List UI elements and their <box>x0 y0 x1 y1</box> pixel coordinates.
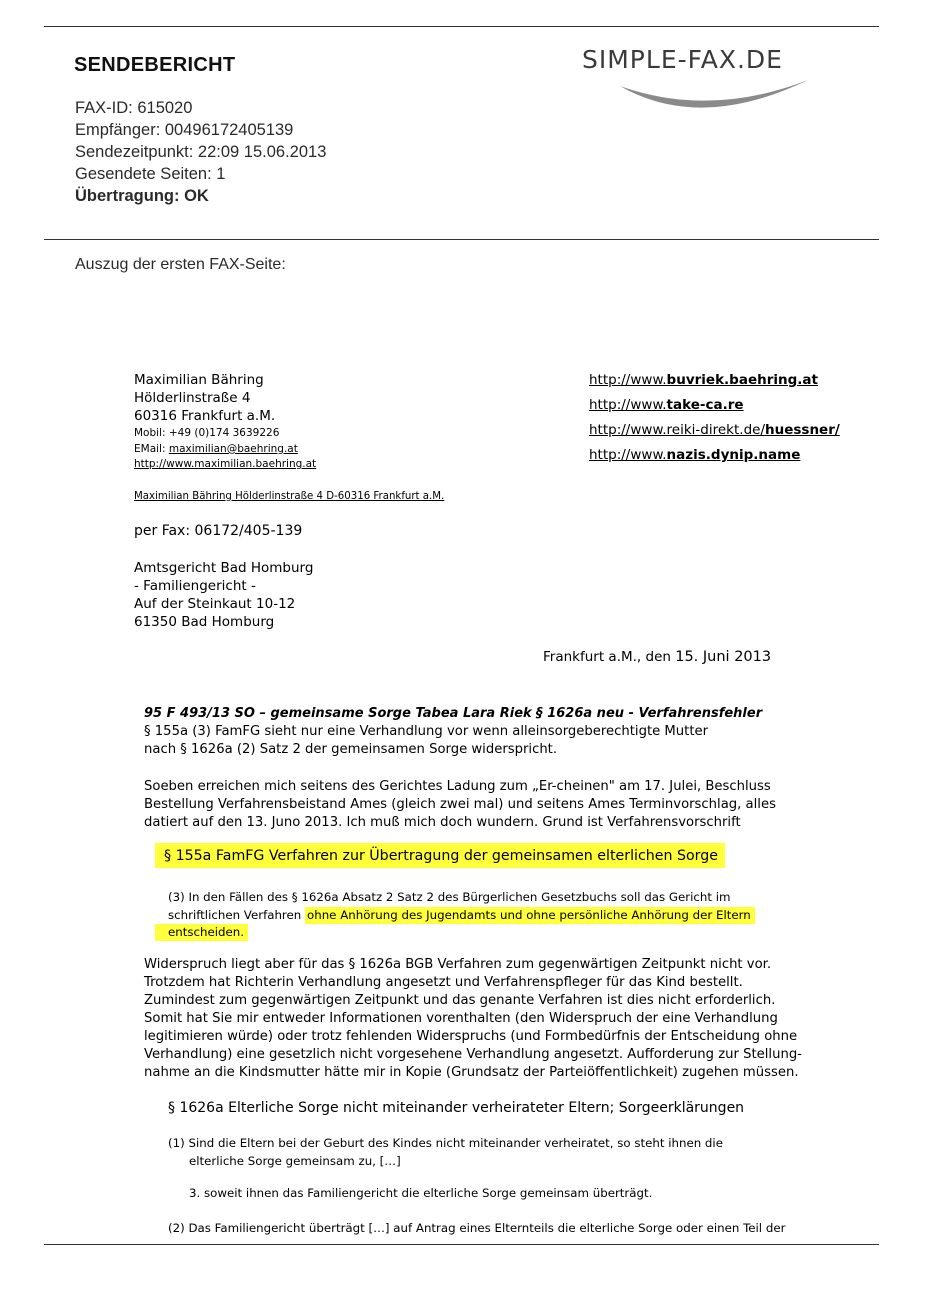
recipient-line2: - Familiengericht - <box>134 578 256 594</box>
para2-line7: nahme an die Kindsmutter hätte mir in Kopie (Grundsatz der Parteiöffentlichkeit) zugehen müssen. <box>144 1065 799 1080</box>
sender-email-line <box>134 443 298 455</box>
quote-line2: schriftlichen Verfahren ohne Anhörung des Jugendamts und ohne persönliche Anhörung der Eltern <box>168 908 755 922</box>
para2-line4: Somit hat Sie mir entweder Informationen vorenthalten (den Widerspruch der eine Verhandlung <box>144 1011 778 1026</box>
fax-number: 06172/405-139 <box>190 523 303 539</box>
para1-line3: datiert auf den 13. Juno 2013. Ich muß mich doch wundern. Grund ist Verfahrensvorschrift <box>144 815 741 830</box>
date-line: Frankfurt a.M., den 15. Juni 2013 <box>543 649 772 665</box>
logo-swoosh <box>620 80 808 108</box>
para2-line3: Zumindest zum gegenwärtigen Zeitpunkt und das genante Verfahren ist dies nicht erforderlich. <box>144 993 776 1008</box>
fax-number-line <box>134 523 302 539</box>
quote-line1: (3) In den Fällen des § 1626a Absatz 2 Satz 2 des Bürgerlichen Gesetzbuchs soll das Gericht im <box>168 890 731 904</box>
sender-mobile: Mobil: +49 (0)174 3639226 <box>134 427 280 439</box>
para1-line2: Bestellung Verfahrensbeistand Ames (gleich zwei mal) und seitens Ames Terminvorschlag, alles <box>144 797 776 812</box>
subject-line3: nach § 1626a (2) Satz 2 der gemeinsamen Sorge widerspricht. <box>144 742 558 757</box>
section2-heading: § 1626a Elterliche Sorge nicht miteinander verheirateter Eltern; Sorgeerklärungen <box>168 1100 745 1116</box>
email-label: EMail: <box>134 443 169 455</box>
simple-fax-logo <box>580 40 865 110</box>
logo-text: SIMPLE-FAX.DE <box>582 45 783 74</box>
website-link[interactable]: http://www.maximilian.baehring.at <box>134 458 317 470</box>
sender-name: Maximilian Bähring <box>134 372 264 388</box>
email-link[interactable]: maximilian@baehring.at <box>168 443 298 455</box>
section2-p1-item3: 3. soweit ihnen das Familiengericht die elterliche Sorge gemeinsam überträgt. <box>189 1186 653 1200</box>
header-divider <box>44 239 879 240</box>
para2-line6: Verhandlung) eine gesetzlich nicht vorgesehene Verhandlung angesetzt. Aufforderung zur Stellung- <box>144 1047 802 1062</box>
para2-line2: Trotzdem hat Richterin Verhandlung angesetzt und Verfahrenspfleger für das Kind bestellt. <box>144 975 743 990</box>
excerpt-label: Auszug der ersten FAX-Seite: <box>75 256 286 273</box>
link-nazis[interactable]: http://www.nazis.dynip.name <box>589 447 801 463</box>
subject-line1: 95 F 493/13 SO – gemeinsame Sorge Tabea Lara Riek § 1626a neu - Verfahrensfehler <box>144 706 763 721</box>
recipient-number: Empfänger: 00496172405139 <box>75 121 294 139</box>
link-reiki[interactable]: http://www.reiki-direkt.de/huessner/ <box>589 422 840 438</box>
highlighted-phrase: ohne Anhörung des Jugendamts und ohne persönliche Anhörung der Eltern <box>305 907 755 924</box>
sender-street: Hölderlinstraße 4 <box>134 390 251 406</box>
pages-sent: Gesendete Seiten: 1 <box>75 165 226 183</box>
section2-p1-line2: elterliche Sorge gemeinsam zu, […] <box>189 1154 401 1168</box>
fax-id: FAX-ID: 615020 <box>75 99 193 117</box>
return-address: Maximilian Bähring Hölderlinstraße 4 D-60316 Frankfurt a.M. <box>134 491 445 502</box>
quote-line3: entscheiden. <box>155 924 248 941</box>
section2-p1-line1: (1) Sind die Eltern bei der Geburt des Kindes nicht miteinander verheiratet, so steht ihnen die <box>168 1136 723 1150</box>
highlighted-heading: § 155a FamFG Verfahren zur Übertragung der gemeinsamen elterlichen Sorge <box>155 843 725 868</box>
link-take-care[interactable]: http://www.take-ca.re <box>589 397 744 413</box>
para2-line1: Widerspruch liegt aber für das § 1626a BGB Verfahren zum gegenwärtigen Zeitpunkt nicht vor. <box>144 957 772 972</box>
subject-line2: § 155a (3) FamFG sieht nur eine Verhandlung vor wenn alleinsorgeberechtigte Mutter <box>144 724 709 739</box>
transmission-status: Übertragung: OK <box>75 187 209 205</box>
top-divider <box>44 26 879 27</box>
recipient-line3: Auf der Steinkaut 10-12 <box>134 596 296 612</box>
fax-label: per Fax: <box>134 523 191 539</box>
recipient-line4: 61350 Bad Homburg <box>134 614 275 630</box>
sender-city: 60316 Frankfurt a.M. <box>134 408 276 424</box>
report-title: SENDEBERICHT <box>74 54 236 76</box>
para2-line5: legitimieren würde) oder trotz fehlenden Widerspruchs (und Formbedürfnis der Entscheidung ohne <box>144 1029 798 1044</box>
para1-line1: Soeben erreichen mich seitens des Gerichtes Ladung zum „Er-cheinen" am 17. Julei, Beschluss <box>144 779 771 794</box>
recipient-line1: Amtsgericht Bad Homburg <box>134 560 314 576</box>
send-time: Sendezeitpunkt: 22:09 15.06.2013 <box>75 143 327 161</box>
section2-p2-line1: (2) Das Familiengericht überträgt […] auf Antrag eines Elternteils die elterliche Sorge oder einen Teil der <box>168 1221 786 1235</box>
bottom-divider <box>44 1244 879 1245</box>
link-buvriek[interactable]: http://www.buvriek.baehring.at <box>589 372 818 388</box>
